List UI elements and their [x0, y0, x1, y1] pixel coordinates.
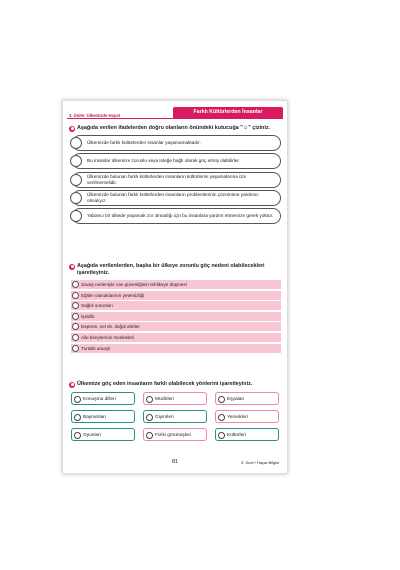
page-title: Farklı Kültürlerden İnsanlar — [173, 107, 283, 118]
unit-label: 3. Ünite: Ülkemizde Hayat — [69, 113, 120, 118]
trait-label: Oyunları — [83, 433, 102, 438]
statement-item — [72, 172, 281, 188]
page-header — [63, 107, 287, 121]
statement-item — [72, 135, 281, 151]
option-item — [71, 312, 281, 321]
trait-option — [215, 428, 279, 441]
option-text: Sağlık sorunları — [81, 303, 113, 309]
trait-option — [143, 392, 207, 405]
trait-label: Fiziki görünüşleri — [155, 433, 191, 438]
question-1-instruction: Aşağıda verilen ifadelerden doğru olanların önündeki kutucuğa "☺" çiziniz. — [77, 125, 271, 131]
question-2-heading — [69, 263, 281, 277]
trait-radio[interactable] — [146, 432, 153, 439]
answer-checkbox[interactable] — [70, 210, 82, 222]
trait-radio[interactable] — [74, 432, 81, 439]
trait-label: Kültürleri — [227, 433, 246, 438]
option-radio[interactable] — [72, 292, 79, 299]
trait-option — [71, 410, 135, 423]
statement-text: Ülkemizde bulunan farklı kültürlerden insanların kültürlerini yaşamalarına izin verilmemelidir. — [87, 173, 247, 185]
trait-radio[interactable] — [74, 414, 81, 421]
answer-checkbox[interactable] — [70, 137, 82, 149]
statement-item — [72, 153, 281, 169]
statement-item — [72, 208, 281, 224]
option-item — [71, 291, 281, 300]
statement-text: Bu insanlar ülkemize zorunlu veya isteğe bağlı olarak göç etmiş olabilirler. — [87, 158, 240, 164]
question-3 — [69, 381, 281, 441]
option-text: Eğitim olanaklarının yetersizliği — [81, 292, 145, 298]
question-bullet-icon — [69, 264, 75, 270]
option-radio[interactable] — [72, 334, 79, 341]
option-text: Deprem, sel vb. doğal afetler — [81, 324, 140, 330]
question-3-heading — [69, 381, 281, 388]
question-1-heading — [69, 125, 281, 132]
page-footer — [63, 459, 287, 467]
question-bullet-icon — [69, 126, 75, 132]
option-text: Savaş nedeniyle can güvenliğinin tehlikeye düşmesi — [81, 282, 187, 287]
trait-option — [143, 428, 207, 441]
option-item — [71, 301, 281, 310]
option-item — [71, 322, 281, 331]
option-radio[interactable] — [72, 323, 79, 330]
page-number: 81 — [171, 459, 179, 465]
option-text: Turistik amaçlı — [81, 345, 111, 351]
trait-option — [71, 428, 135, 441]
trait-option — [215, 392, 279, 405]
question-1-list — [69, 135, 281, 224]
statement-text: Ülkemizde bulunan farklı kültürlerden insanların problemlerinin çözümüne yardımcı olmalıyız. — [87, 191, 259, 203]
trait-radio[interactable] — [218, 396, 225, 403]
trait-label: Bayramları — [83, 415, 107, 420]
worksheet-page — [62, 100, 288, 474]
trait-option — [143, 410, 207, 423]
question-3-instruction: Ülkemize göç eden insanların farklı olabilecek yönlerini işaretleyiniz. — [77, 381, 253, 387]
trait-radio[interactable] — [218, 432, 225, 439]
statement-text: Ülkemizde farklı kültürlerden insanlar yaşamamaktadır. — [87, 140, 201, 145]
option-text: Aile bireylerinin meslekleri — [81, 334, 135, 340]
answer-checkbox[interactable] — [70, 155, 82, 167]
question-2-instruction: Aşağıda verilenlerden, başka bir ülkeye zorunlu göç nedeni olabilecekleri işaretleyiniz. — [77, 263, 265, 276]
trait-label: Giyimleri — [155, 415, 174, 420]
trait-label: Yemekleri — [227, 415, 248, 420]
option-text: İşsizlik — [81, 313, 95, 319]
option-item — [71, 333, 281, 342]
answer-checkbox[interactable] — [70, 174, 82, 186]
header-divider — [67, 118, 283, 119]
trait-radio[interactable] — [146, 414, 153, 421]
option-radio[interactable] — [72, 302, 79, 309]
question-3-grid — [69, 392, 281, 441]
answer-checkbox[interactable] — [70, 192, 82, 204]
option-radio[interactable] — [72, 345, 79, 352]
question-2 — [69, 263, 281, 354]
trait-radio[interactable] — [146, 396, 153, 403]
footer-course-label: 3. Sınıf / Hayat Bilgisi — [240, 460, 279, 465]
trait-radio[interactable] — [218, 414, 225, 421]
question-1 — [69, 125, 281, 226]
option-radio[interactable] — [72, 313, 79, 320]
question-bullet-icon — [69, 382, 75, 388]
trait-label: Müzikleri — [155, 397, 174, 402]
trait-radio[interactable] — [74, 396, 81, 403]
trait-label: Eşyaları — [227, 397, 245, 402]
option-item — [71, 344, 281, 353]
statement-item — [72, 190, 281, 206]
question-2-list — [69, 280, 281, 353]
statement-text: Yabancı bir ülkede yaşamak zor olmadığı için bu insanlara yardım etmemize gerek yoktur. — [87, 213, 274, 219]
option-item — [71, 280, 281, 289]
trait-label: Konuşma dilleri — [83, 397, 116, 402]
trait-option — [71, 392, 135, 405]
option-radio[interactable] — [72, 281, 79, 288]
trait-option — [215, 410, 279, 423]
